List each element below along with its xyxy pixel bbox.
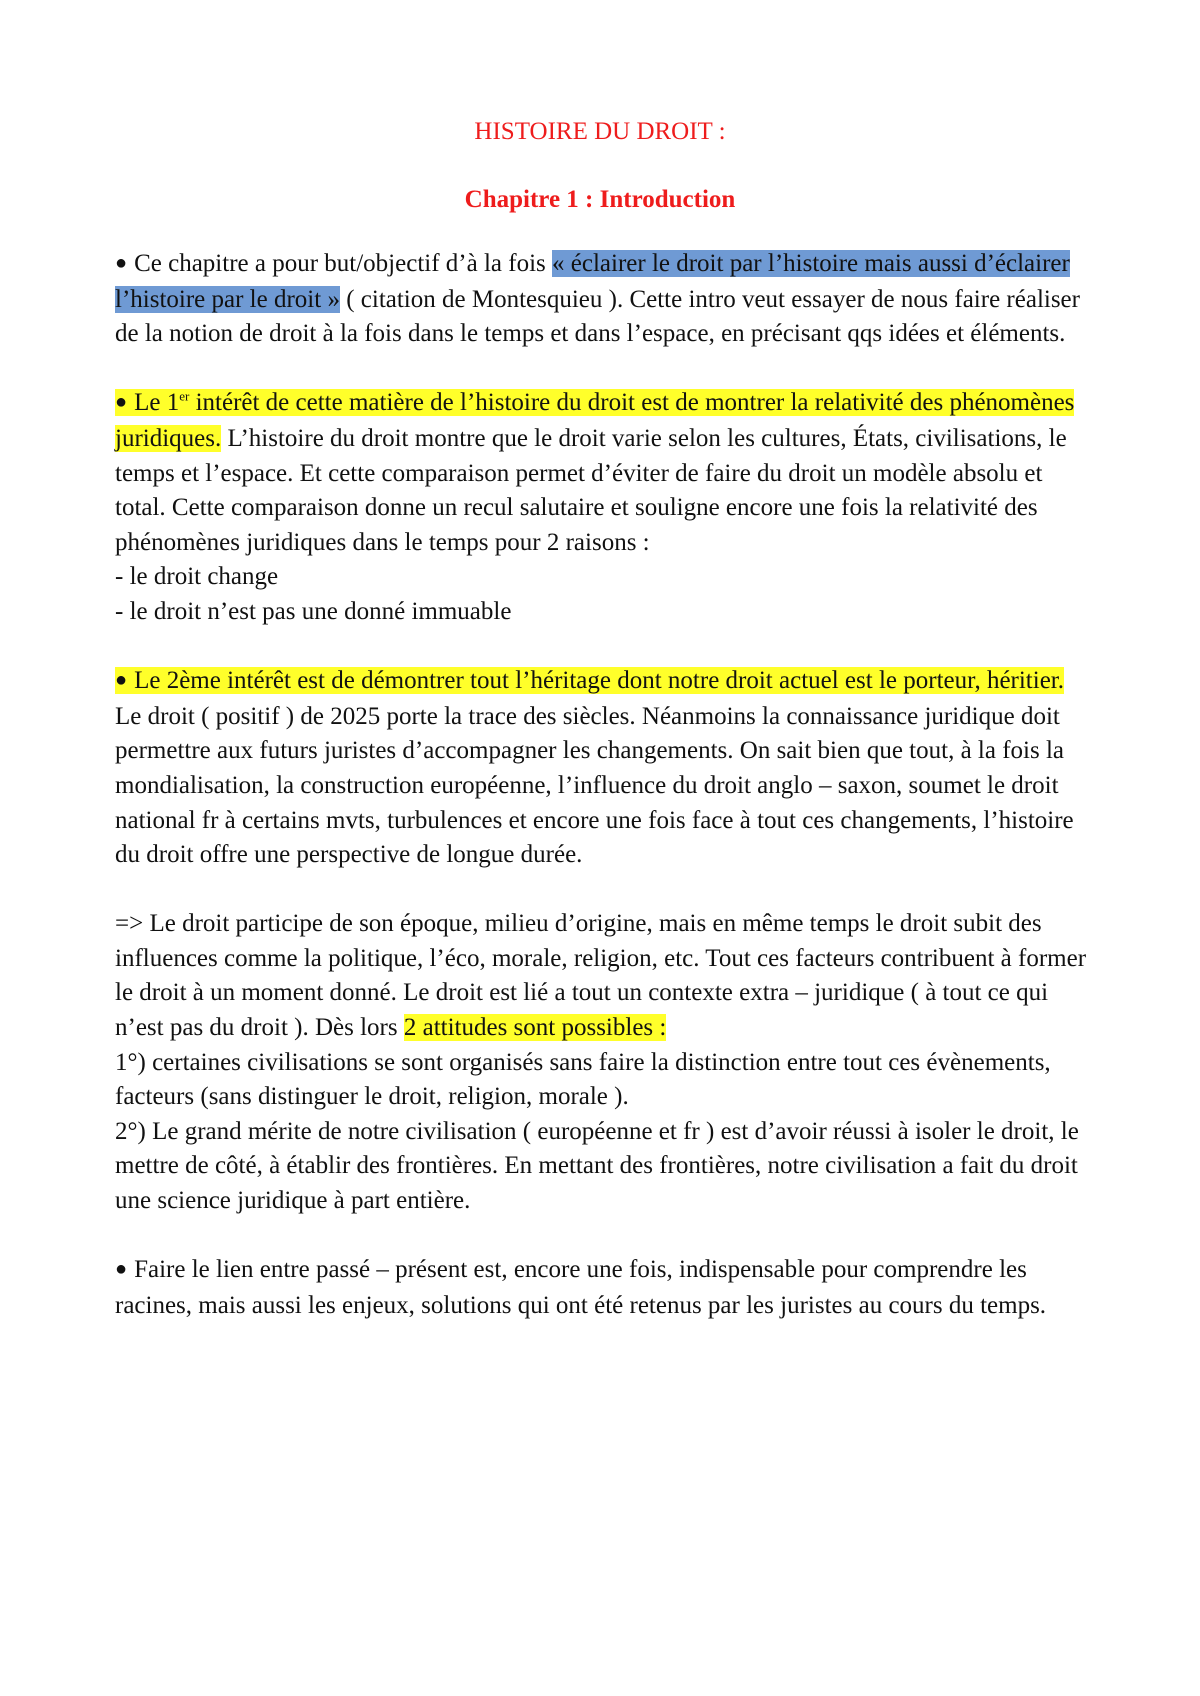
chapter-title: Chapitre 1 : Introduction [464,186,736,213]
document-body [115,247,1095,1358]
text-segment: => Le droit participe de son époque, milieu d’origine, mais en même temps le droit subit des influences comme la politique, l’éco, morale, religion, etc. Tout ces facteurs contribuent à former le droit à un moment donné. Le droit est lié a tout un contexte extra – juridique ( à tout ce qui n’est pas du droit ). Dès lors [115,910,1087,1042]
superscript: er [179,389,190,405]
highlighted-statement [115,667,1064,694]
text-segment: Faire le lien entre passé – présent est, encore une fois, indispensable pour comprendre les racines, mais aussi les enjeux, solutions qui ont été retenus par les juristes au cours du temps. [115,1256,1047,1319]
list-item-2: 2°) Le grand mérite de notre civilisation ( européenne et fr ) est d’avoir réussi à isoler le droit, le mettre de côté, à établir des frontières. En mettant des frontières, notre civilisation a fait du droit une science juridique à part entière. [115,1117,1079,1215]
text-segment: Le 2ème intérêt est de démontrer tout l’héritage dont notre droit actuel est le porteur, héritier. [134,667,1064,695]
paragraph-second-interest [115,664,1095,873]
bullet-icon: ● [115,252,128,274]
paragraph-context [115,907,1095,1045]
paragraph-conclusion [115,1253,1095,1323]
document-title: HISTOIRE DU DROIT : [474,118,726,145]
highlighted-statement: 2 attitudes sont possibles : [403,1014,667,1042]
text-segment: L’histoire du droit montre que le droit varie selon les cultures, États, civilisations, le temps et l’espace. Et cette comparaison permet d’éviter de faire du droit un modèle absolu et total. Cette comparaison donne un recul salutaire et souligne encore une fois la relativité des phénomènes juridiques dans le temps pour 2 raisons : [115,424,1067,556]
paragraph-objective [115,247,1095,352]
text-segment: Le droit ( positif ) de 2025 porte la trace des siècles. Néanmoins la connaissance juridique doit permettre aux futurs juristes d’accompagner les changements. On sait bien que tout, à la fois la mondialisation, la construction européenne, l’influence du droit anglo – saxon, soumet le droit national fr à certains mvts, turbulences et encore une fois face à tout ces changements, l’histoire du droit offre une perspective de longue durée. [115,702,1074,869]
text-segment: ( citation de Montesquieu ). Cette intro veut essayer de nous faire réaliser de la notion de droit à la fois dans le temps et dans l’espace, en précisant qqs idées et éléments. [115,285,1080,348]
list-item-1: 1°) certaines civilisations se sont organisés sans faire la distinction entre tout ces évènements, facteurs (sans distinguer le droit, religion, morale ). [115,1048,1051,1111]
bullet-icon: ● [115,391,128,414]
text-segment: Le 1 [134,389,180,417]
paragraph-first-interest [115,386,1095,560]
bullet-icon: ● [115,1258,128,1281]
list-item: - le droit n’est pas une donné immuable [115,597,512,625]
highlighted-quote: « éclairer le droit par l’histoire mais aussi d’éclairer l’histoire par le droit » [115,250,1070,313]
text-segment: Ce chapitre a pour but/objectif d’à la fois [134,250,553,277]
text-segment: intérêt de cette matière de l’histoire du droit est de montrer la relativité des phénomènes juridiques. [115,389,1075,452]
bullet-icon: ● [115,669,128,692]
list-item: - le droit change [115,563,279,591]
